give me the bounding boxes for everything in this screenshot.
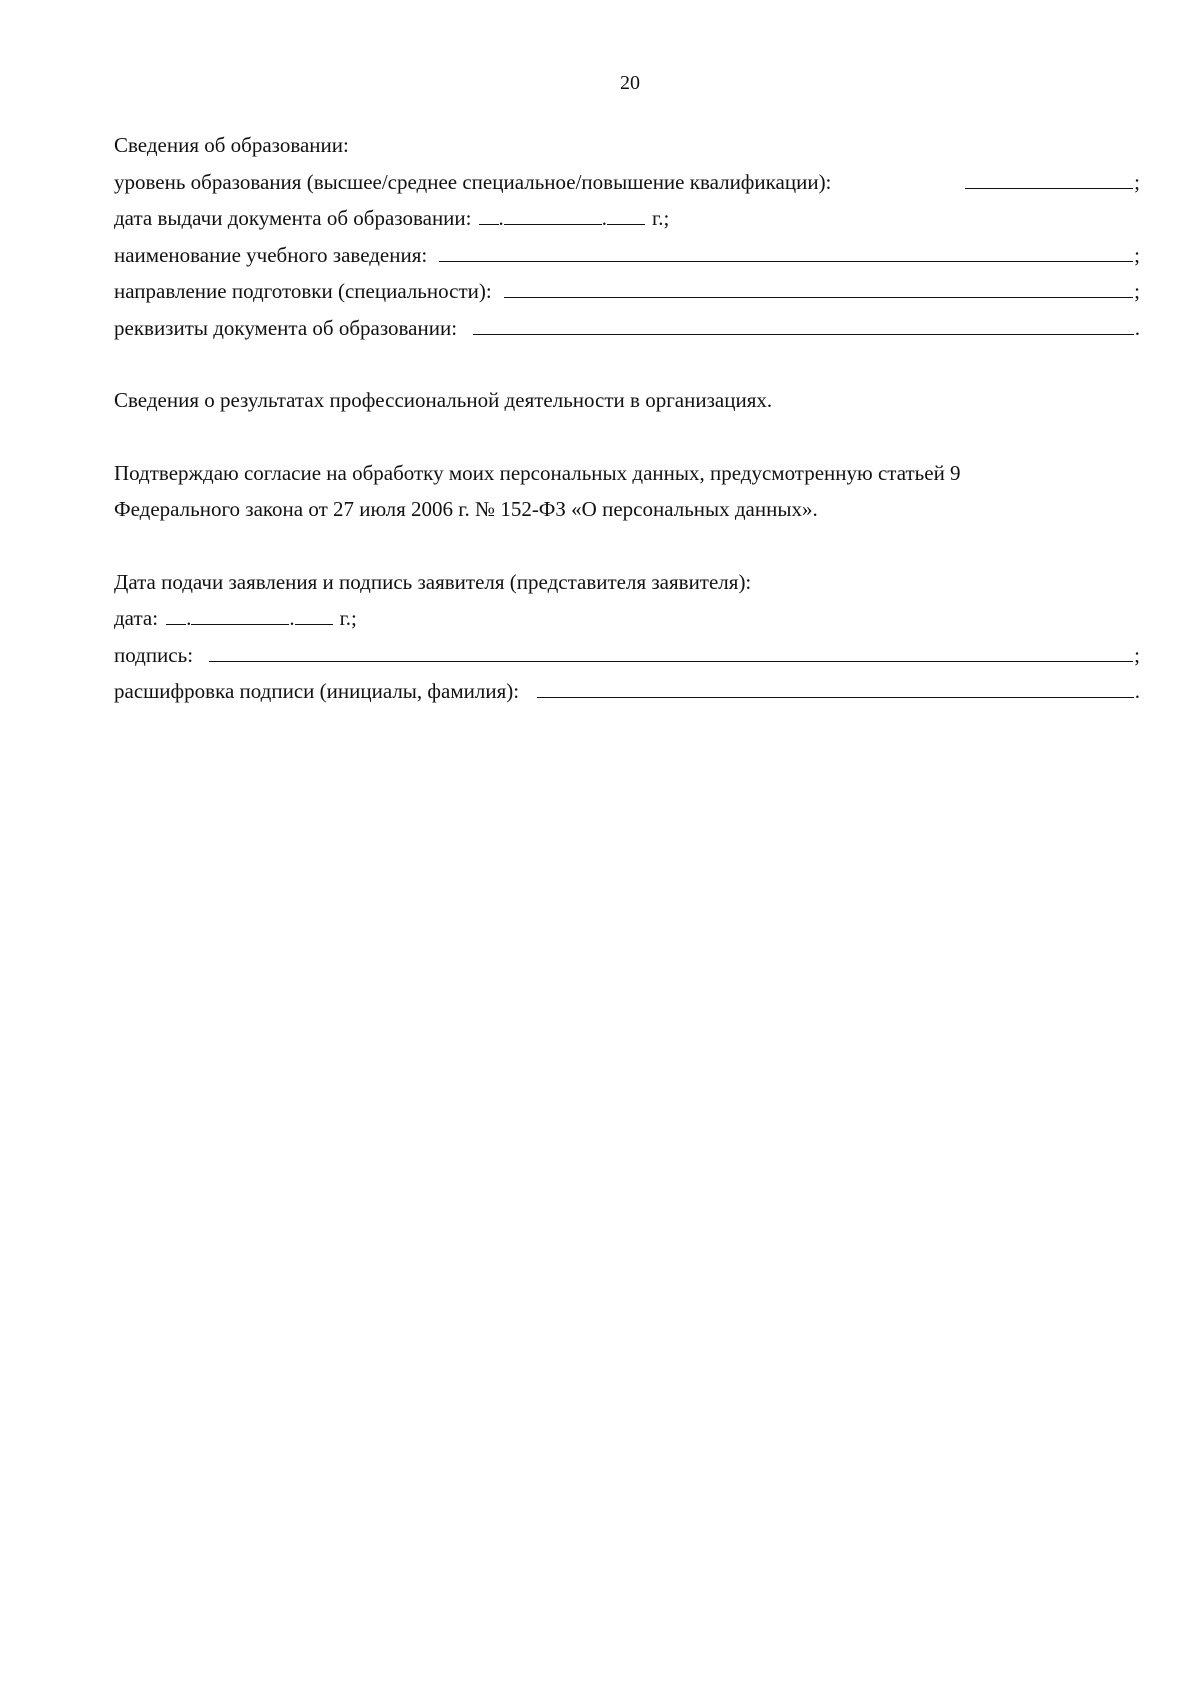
signature-heading-text: Дата подачи заявления и подпись заявителя (представителя заявителя): — [114, 569, 752, 594]
education-heading — [114, 127, 1140, 164]
education-heading-text: Сведения об образовании: — [114, 133, 349, 157]
details-end: . — [1134, 315, 1140, 340]
details-field[interactable] — [473, 316, 1134, 335]
signature-year-field[interactable] — [295, 606, 333, 625]
signature-month-field[interactable] — [191, 606, 289, 625]
institution-field[interactable] — [439, 243, 1133, 262]
issue-day-field[interactable] — [479, 206, 499, 225]
decode-end: . — [1134, 679, 1140, 703]
consent-line-1: Подтверждаю согласие на обработку моих персональных данных, предусмотренную статьей 9 — [114, 460, 961, 485]
education-level-row — [114, 164, 1140, 201]
direction-label: направление подготовки (специальности): — [114, 279, 492, 303]
signature-date-row: дата: . . г.; — [114, 600, 1140, 637]
decode-field[interactable] — [537, 679, 1134, 698]
form-content — [114, 127, 1140, 710]
signature-day-field[interactable] — [166, 606, 186, 625]
issue-date-label: дата выдачи документа об образовании: — [114, 206, 472, 230]
sign-field[interactable] — [209, 643, 1133, 662]
issue-date-suffix: г.; — [652, 206, 670, 230]
institution-label: наименование учебного заведения: — [114, 242, 428, 267]
education-level-field[interactable] — [965, 170, 1133, 189]
direction-field[interactable] — [504, 279, 1133, 298]
sign-end: ; — [1134, 642, 1140, 667]
sign-label: подпись: — [114, 642, 194, 667]
professional-text: Сведения о результатах профессиональной деятельности в организациях. — [114, 388, 773, 412]
consent-line-2: Федерального закона от 27 июля 2006 г. № 152-ФЗ «О персональных данных». — [114, 497, 818, 521]
issue-month-field[interactable] — [504, 206, 602, 225]
professional-row — [114, 382, 1140, 419]
education-level-end: ; — [1134, 169, 1140, 194]
signature-date-label: дата: — [114, 606, 159, 630]
institution-row — [114, 237, 1140, 274]
institution-end: ; — [1134, 242, 1140, 267]
details-row — [114, 310, 1140, 347]
signature-date-suffix: г.; — [339, 606, 357, 630]
signature-heading — [114, 564, 1140, 601]
education-level-label: уровень образования (высшее/среднее специальное/повышение квалификации): — [114, 169, 832, 194]
direction-end: ; — [1134, 279, 1140, 303]
page-number: 20 — [620, 72, 640, 94]
details-label: реквизиты документа об образовании: — [114, 315, 458, 340]
consent-paragraph — [114, 455, 1140, 528]
issue-year-field[interactable] — [607, 206, 645, 225]
sign-row — [114, 637, 1140, 674]
decode-label: расшифровка подписи (инициалы, фамилия): — [114, 679, 520, 703]
issue-date-row: дата выдачи документа об образовании: . . г.; — [114, 200, 1140, 237]
decode-row — [114, 673, 1140, 710]
direction-row — [114, 273, 1140, 310]
